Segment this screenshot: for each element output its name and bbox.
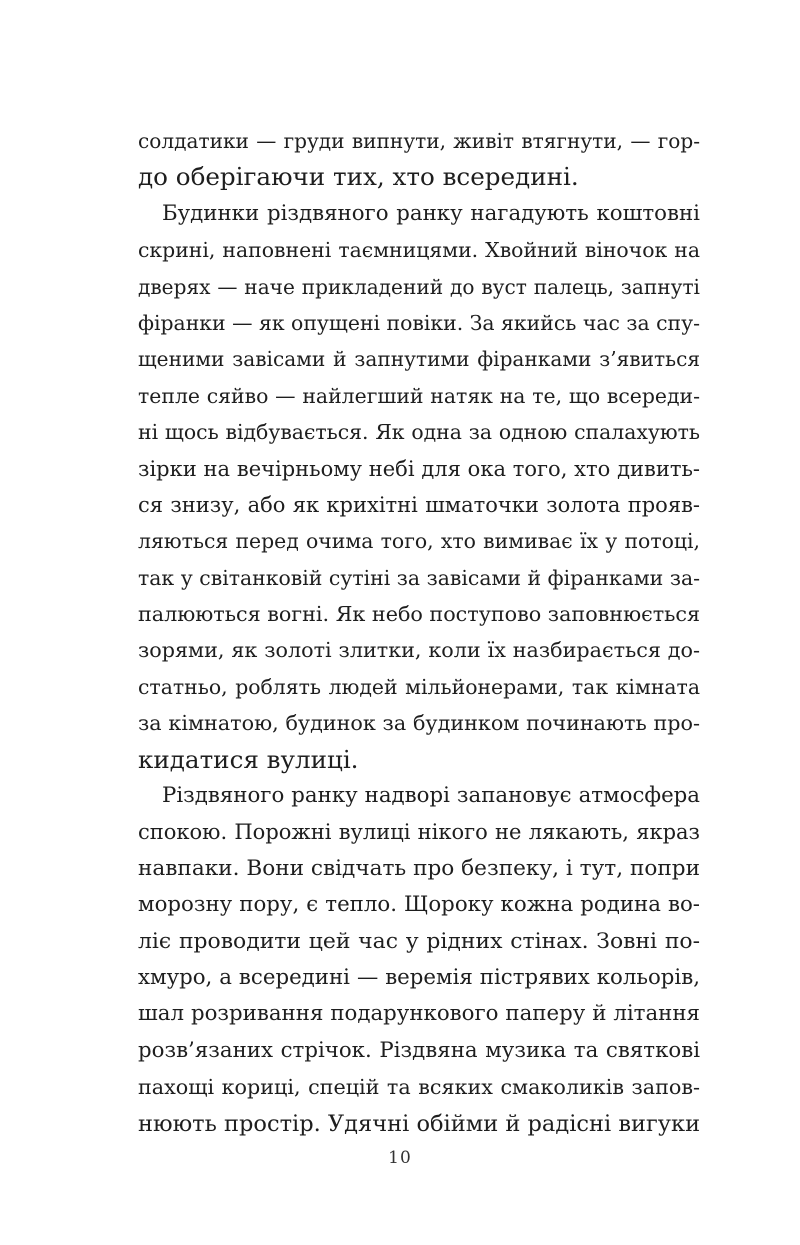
text-line: дверях — наче прикладений до вуст палець, запнуті (138, 274, 700, 299)
text-line: до оберігаючи тих, хто всередині. (138, 162, 579, 192)
text-line: хмуро, а всередині — веремія пістрявих кольорів, (138, 964, 700, 990)
text-line: нюють простір. Удячні обійми й радісні вигуки (138, 1110, 700, 1137)
text-line: розв’язаних стрічок. Різдвяна музика та святкові (138, 1037, 700, 1063)
text-line: зірки на вечірньому небі для ока того, хто дивить- (138, 456, 700, 481)
text-line: ліє проводити цей час у рідних стінах. Зовні по- (138, 928, 700, 954)
text-line: тепле сяйво — найлегший натяк на те, що всереди- (138, 383, 700, 408)
paragraph-start-line: Різдвяного ранку надворі запановує атмосфера (162, 783, 700, 809)
paragraph-start-line: Будинки різдвяного ранку нагадують коштовні (162, 200, 700, 226)
text-line: палюються вогні. Як небо поступово заповнюється (138, 602, 700, 627)
text-line: солдатики — груди випнути, живіт втягнути, — гор- (138, 129, 700, 153)
text-line: так у світанковій сутіні за завісами й фіранками за- (138, 565, 700, 590)
text-line: ні щось відбувається. Як одна за одною спалахують (138, 420, 700, 445)
text-line: спокою. Порожні вулиці нікого не лякають, якраз (138, 820, 700, 845)
text-line: морозну пору, є тепло. Щороку кожна родина во- (138, 892, 700, 918)
text-line: ляються перед очима того, хто вимиває їх у потоці, (138, 529, 700, 554)
text-line: фіранки — як опущені повіки. За якийсь час за спу- (138, 310, 700, 335)
body-text (138, 123, 700, 1142)
text-line: скрині, наповнені таємницями. Хвойний віночок на (138, 238, 700, 263)
text-line: статньо, роблять людей мільйонерами, так кімната (138, 674, 700, 699)
text-line: кидатися вулиці. (138, 744, 359, 774)
text-line: навпаки. Вони свідчать про безпеку, і тут, попри (138, 855, 700, 881)
page-number: 10 (388, 1148, 412, 1168)
text-line: шал розривання подарункового паперу й літання (138, 1001, 700, 1027)
text-line: за кімнатою, будинок за будинком починають про- (138, 711, 700, 736)
text-line: зорями, як золоті злитки, коли їх назбирається до- (138, 638, 700, 663)
text-line: щеними завісами й запнутими фіранками з’явиться (138, 347, 700, 372)
text-line: пахощі кориці, спецій та всяких смаколиків запов- (138, 1075, 700, 1100)
text-line: ся знизу, або як крихітні шматочки золота прояв- (138, 492, 700, 517)
